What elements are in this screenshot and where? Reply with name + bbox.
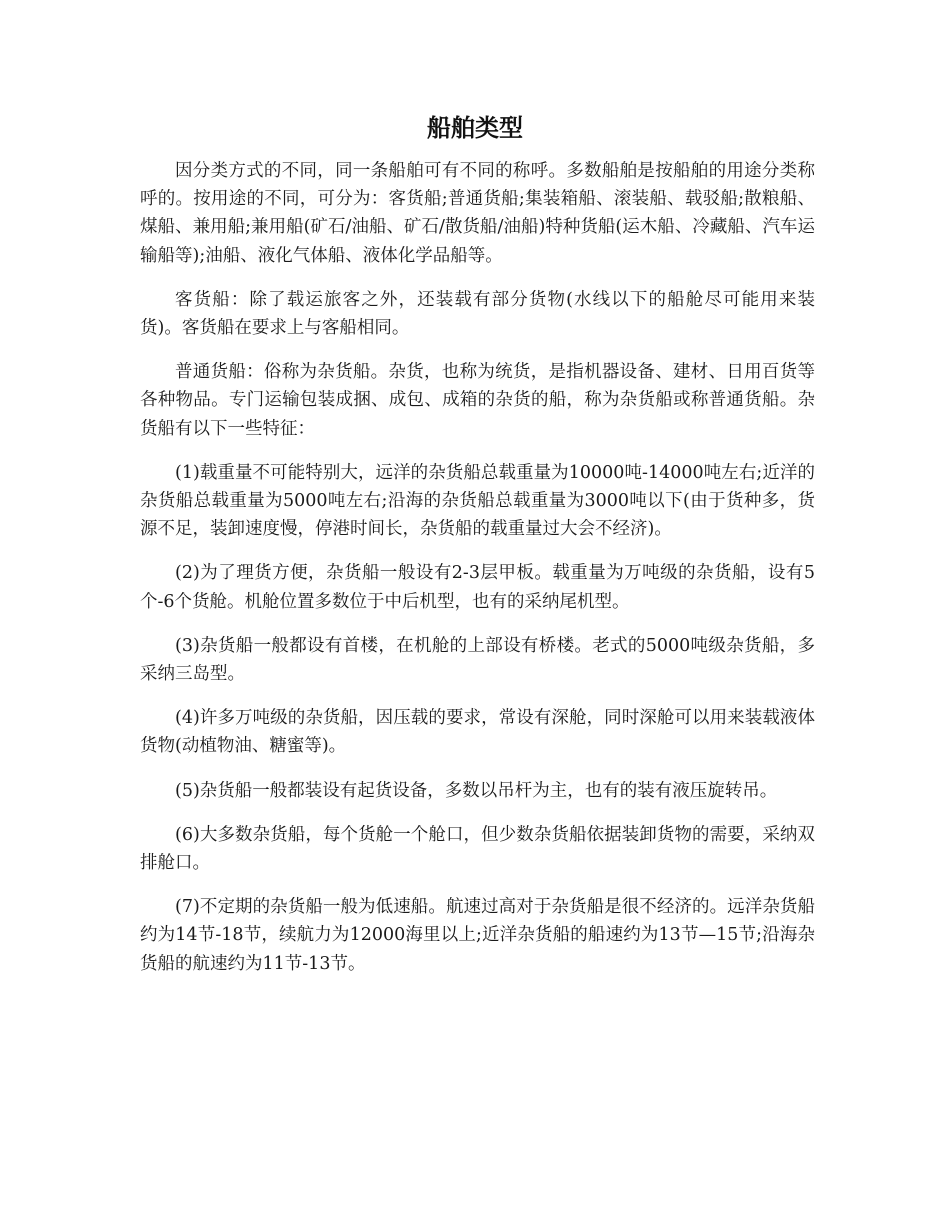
document-body	[140, 157, 815, 994]
paragraph-feature-7: (7)不定期的杂货船一般为低速船。航速过高对于杂货船是很不经济的。远洋杂货船约为14节-18节，续航力为12000海里以上;近洋杂货船的船速约为13节—15节;沿海杂货船的航速约为11节-13节。	[140, 897, 815, 974]
paragraph-feature-6: (6)大多数杂货船，每个货舱一个舱口，但少数杂货船依据装卸货物的需要，采纳双排舱口。	[140, 824, 815, 874]
paragraph-passenger-cargo-ship: 客货船：除了载运旅客之外，还装载有部分货物(水线以下的船舱尽可能用来装货)。客货船在要求上与客船相同。	[140, 289, 815, 339]
paragraph-general-cargo-ship: 普通货船：俗称为杂货船。杂货，也称为统货，是指机器设备、建材、日用百货等各种物品。专门运输包装成捆、成包、成箱的杂货的船，称为杂货船或称普通货船。杂货船有以下一些特征：	[140, 362, 815, 439]
paragraph-feature-3: (3)杂货船一般都设有首楼，在机舱的上部设有桥楼。老式的5000吨级杂货船，多采纳三岛型。	[140, 635, 815, 685]
paragraph-feature-4: (4)许多万吨级的杂货船，因压载的要求，常设有深舱，同时深舱可以用来装载液体货物(动植物油、糖蜜等)。	[140, 708, 815, 757]
paragraph-feature-2: (2)为了理货方便，杂货船一般设有2-3层甲板。载重量为万吨级的杂货船，设有5个-6个货舱。机舱位置多数位于中后机型，也有的采纳尾机型。	[140, 563, 815, 612]
paragraph-feature-1: (1)载重量不可能特别大，远洋的杂货船总载重量为10000吨-14000吨左右;近洋的杂货船总载重量为5000吨左右;沿海的杂货船总载重量为3000吨以下(由于货种多，货源不足，装卸速度慢，停港时间长，杂货船的载重量过大会不经济)。	[140, 462, 815, 540]
paragraph-feature-5: (5)杂货船一般都装设有起货设备，多数以吊杆为主，也有的装有液压旋转吊。	[175, 780, 778, 801]
paragraph-intro: 因分类方式的不同，同一条船舶可有不同的称呼。多数船舶是按船舶的用途分类称呼的。按用途的不同，可分为：客货船;普通货船;集装箱船、滚装船、载驳船;散粮船、煤船、兼用船;兼用船(矿石/油船、矿石/散货船/油船)特种货船(运木船、冷藏船、汽车运输船等);油船、液化气体船、液体化学品船等。	[140, 161, 815, 266]
document-title: 船舶类型	[427, 114, 523, 142]
